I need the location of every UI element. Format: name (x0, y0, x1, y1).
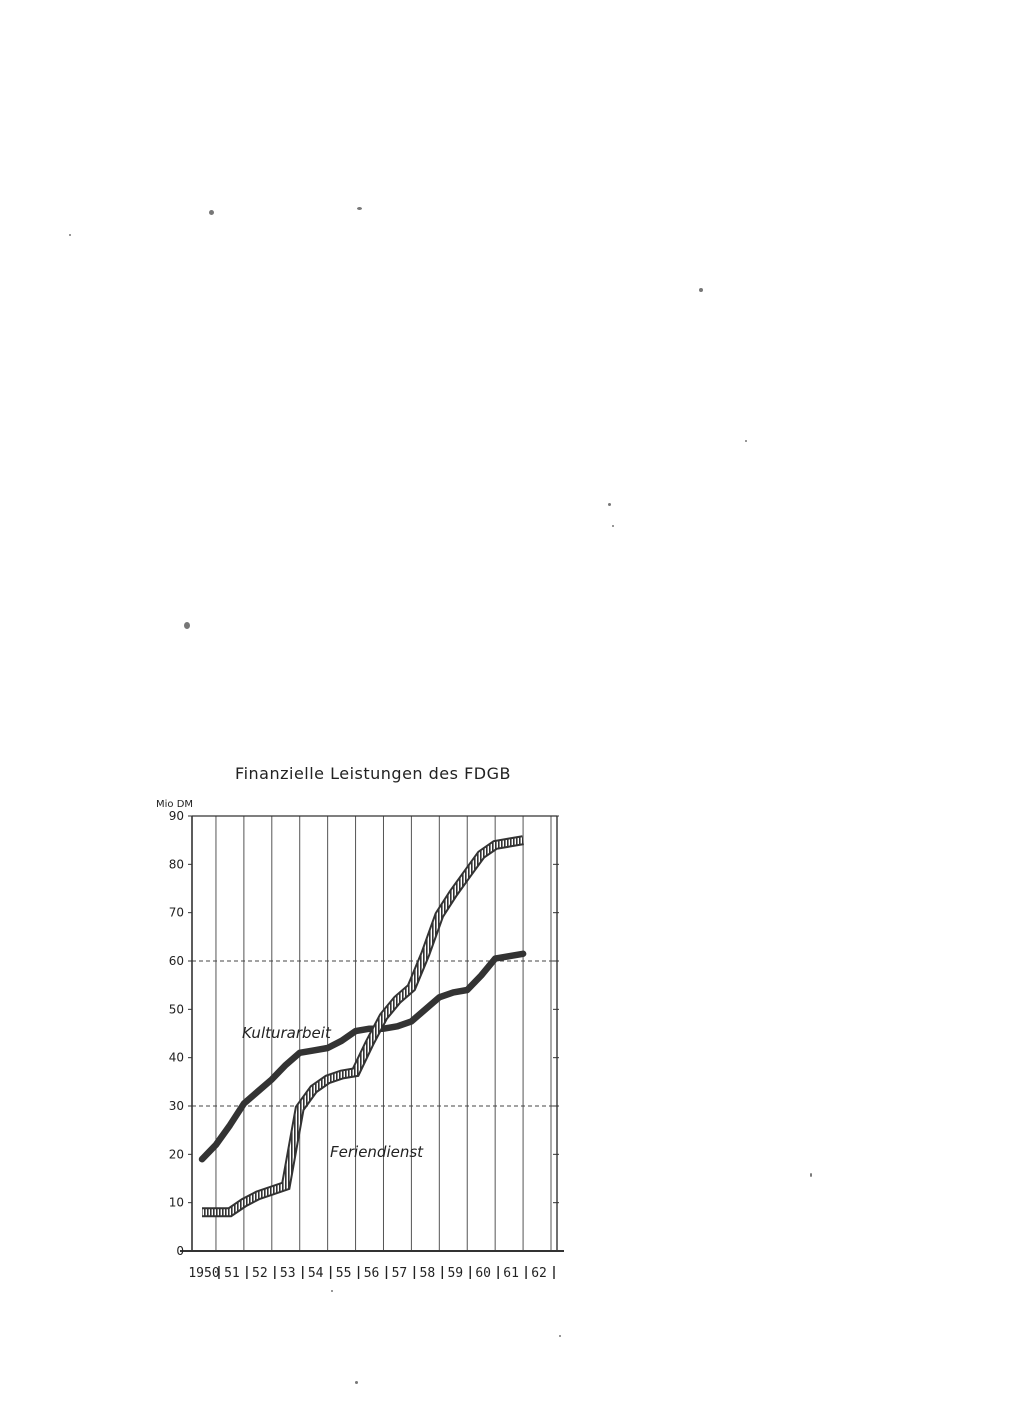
y-axis-unit: Mio DM (156, 799, 194, 810)
x-tick-labels (188, 1266, 554, 1281)
y-tick-label: 40 (168, 1050, 184, 1065)
y-tick-label: 20 (168, 1147, 184, 1162)
x-tick-label: 1950 (188, 1266, 220, 1281)
x-tick-label: 58 (419, 1266, 436, 1281)
x-tick-label: 56 (363, 1266, 380, 1281)
x-tick-label: 53 (279, 1266, 296, 1281)
y-tick-label: 0 (176, 1244, 184, 1258)
x-tick-label: 62 (531, 1266, 547, 1281)
x-tick-label: 54 (307, 1266, 324, 1281)
y-tick-label: 50 (168, 1002, 184, 1017)
x-tick-label: 61 (503, 1266, 519, 1281)
x-tick-label: 51 (224, 1266, 240, 1281)
x-tick-label: 57 (391, 1266, 408, 1281)
y-tick-label: 90 (168, 809, 184, 823)
chart-title: Finanzielle Leistungen des FDGB (235, 764, 511, 783)
x-tick-label: 52 (252, 1266, 268, 1281)
y-tick-label: 70 (168, 905, 184, 920)
y-tick-label: 10 (168, 1195, 184, 1210)
x-tick-label: 59 (447, 1266, 464, 1281)
y-tick-label: 80 (168, 857, 184, 872)
y-tick-label: 60 (168, 954, 184, 968)
series-label-feriendienst: Feriendienst (330, 1143, 424, 1161)
series-label-kulturarbeit: Kulturarbeit (242, 1024, 331, 1042)
y-tick-labels (169, 809, 559, 1258)
x-tick-label: 55 (335, 1266, 352, 1281)
x-tick-label: 60 (475, 1266, 492, 1281)
y-tick-label: 30 (168, 1099, 184, 1113)
